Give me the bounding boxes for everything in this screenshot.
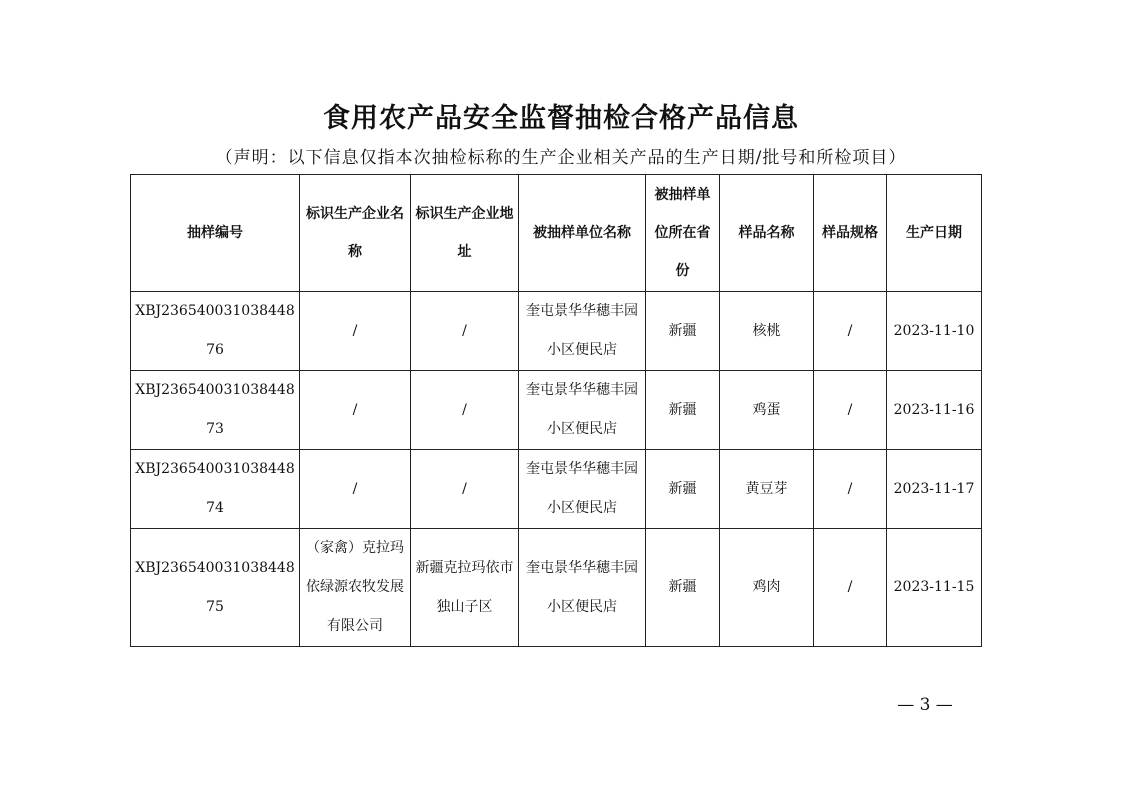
cell-province: 新疆 (646, 371, 720, 450)
cell-manufacturer-address: / (411, 371, 519, 450)
cell-sample-name: 鸡肉 (720, 529, 814, 647)
table-header-row (131, 175, 982, 292)
header-sample-spec: 样品规格 (814, 175, 887, 292)
cell-manufacturer-name: / (300, 292, 411, 371)
header-sample-id: 抽样编号 (131, 175, 300, 292)
cell-sample-spec: / (814, 529, 887, 647)
cell-sample-spec: / (814, 450, 887, 529)
cell-manufacturer-address: 新疆克拉玛依市独山子区 (411, 529, 519, 647)
cell-sample-id: XBJ23654003103844876 (131, 292, 300, 371)
cell-province: 新疆 (646, 529, 720, 647)
cell-manufacturer-address: / (411, 292, 519, 371)
page-number: — 3 — (897, 695, 953, 715)
header-sampled-unit: 被抽样单位名称 (519, 175, 646, 292)
cell-manufacturer-name: / (300, 450, 411, 529)
cell-manufacturer-name: （家禽）克拉玛依绿源农牧发展有限公司 (300, 529, 411, 647)
table-row (131, 292, 982, 371)
product-table (130, 174, 982, 647)
cell-sample-id: XBJ23654003103844873 (131, 371, 300, 450)
cell-sample-name: 鸡蛋 (720, 371, 814, 450)
cell-sample-id: XBJ23654003103844874 (131, 450, 300, 529)
table-row (131, 450, 982, 529)
cell-production-date: 2023-11-16 (887, 371, 982, 450)
cell-sample-name: 黄豆芽 (720, 450, 814, 529)
cell-production-date: 2023-11-17 (887, 450, 982, 529)
cell-sample-spec: / (814, 292, 887, 371)
cell-province: 新疆 (646, 292, 720, 371)
cell-sampled-unit: 奎屯景华华穗丰园小区便民店 (519, 450, 646, 529)
cell-production-date: 2023-11-10 (887, 292, 982, 371)
header-production-date: 生产日期 (887, 175, 982, 292)
cell-production-date: 2023-11-15 (887, 529, 982, 647)
cell-sample-spec: / (814, 371, 887, 450)
table-row (131, 371, 982, 450)
cell-sampled-unit: 奎屯景华华穗丰园小区便民店 (519, 292, 646, 371)
cell-sample-id: XBJ23654003103844875 (131, 529, 300, 647)
cell-sample-name: 核桃 (720, 292, 814, 371)
cell-sampled-unit: 奎屯景华华穗丰园小区便民店 (519, 529, 646, 647)
header-province: 被抽样单位所在省份 (646, 175, 720, 292)
header-manufacturer-name: 标识生产企业名称 (300, 175, 411, 292)
cell-sampled-unit: 奎屯景华华穗丰园小区便民店 (519, 371, 646, 450)
cell-manufacturer-name: / (300, 371, 411, 450)
table-row (131, 529, 982, 647)
header-sample-name: 样品名称 (720, 175, 814, 292)
cell-manufacturer-address: / (411, 450, 519, 529)
header-manufacturer-address: 标识生产企业地址 (411, 175, 519, 292)
cell-province: 新疆 (646, 450, 720, 529)
document-subtitle: （声明：以下信息仅指本次抽检标称的生产企业相关产品的生产日期/批号和所检项目） (215, 148, 907, 168)
document-title: 食用农产品安全监督抽检合格产品信息 (323, 103, 799, 134)
